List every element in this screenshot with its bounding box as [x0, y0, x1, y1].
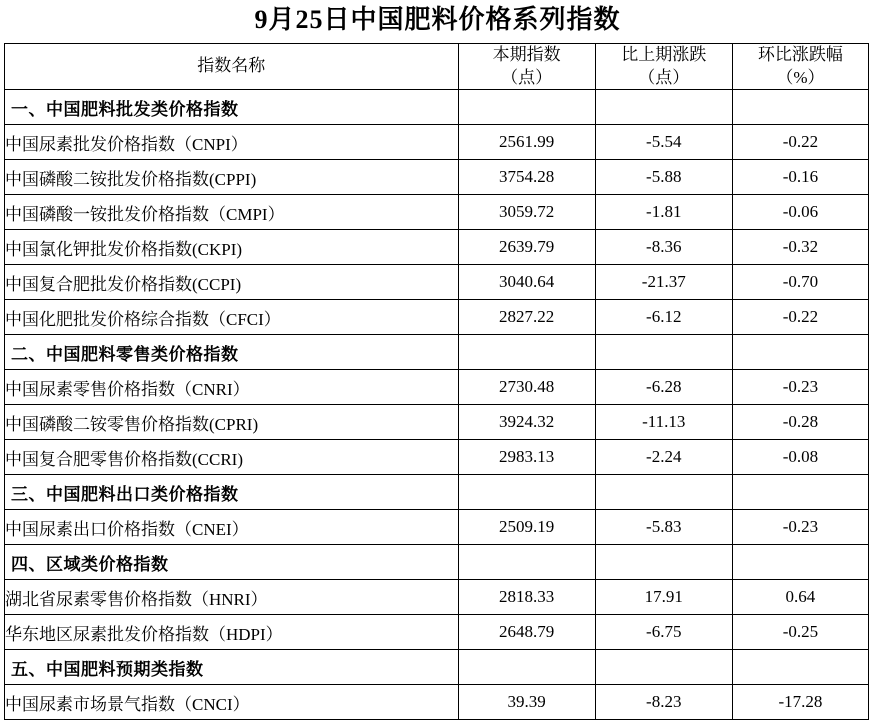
- current-index-value: [458, 475, 595, 510]
- index-name: 湖北省尿素零售价格指数（HNRI）: [5, 580, 459, 615]
- table-header-row: [5, 43, 869, 90]
- change-value: -11.13: [595, 405, 732, 440]
- table-row: [5, 160, 869, 195]
- percent-change-value: -0.23: [732, 510, 868, 545]
- percent-change-value: -0.28: [732, 405, 868, 440]
- index-name: 中国尿素市场景气指数（CNCI）: [5, 685, 459, 720]
- index-name: 中国磷酸一铵批发价格指数（CMPI）: [5, 195, 459, 230]
- index-name: 中国尿素出口价格指数（CNEI）: [5, 510, 459, 545]
- change-value: -21.37: [595, 265, 732, 300]
- section-label: 三、中国肥料出口类价格指数: [5, 475, 459, 510]
- table-row: [5, 265, 869, 300]
- change-value: -1.81: [595, 195, 732, 230]
- current-index-value: 3059.72: [458, 195, 595, 230]
- index-name: 中国复合肥零售价格指数(CCRI): [5, 440, 459, 475]
- percent-change-value: -17.28: [732, 685, 868, 720]
- table-row: [5, 370, 869, 405]
- table-row: [5, 195, 869, 230]
- change-value: -8.36: [595, 230, 732, 265]
- current-index-value: 2827.22: [458, 300, 595, 335]
- column-header-percent-line1: 环比涨跌幅: [757, 44, 843, 64]
- current-index-value: [458, 545, 595, 580]
- table-row: [5, 230, 869, 265]
- change-value: [595, 475, 732, 510]
- current-index-value: 2639.79: [458, 230, 595, 265]
- percent-change-value: -0.06: [732, 195, 868, 230]
- column-header-index-name: [5, 43, 459, 90]
- index-name: 中国化肥批发价格综合指数（CFCI）: [5, 300, 459, 335]
- percent-change-value: -0.22: [732, 300, 868, 335]
- fertilizer-price-index-table: [4, 43, 869, 721]
- index-name: 中国磷酸二铵批发价格指数(CPPI): [5, 160, 459, 195]
- table-row: [5, 125, 869, 160]
- change-value: -5.54: [595, 125, 732, 160]
- percent-change-value: -0.08: [732, 440, 868, 475]
- index-name: 中国氯化钾批发价格指数(CKPI): [5, 230, 459, 265]
- index-name: 华东地区尿素批发价格指数（HDPI）: [5, 615, 459, 650]
- current-index-value: [458, 90, 595, 125]
- percent-change-value: [732, 475, 868, 510]
- change-value: -2.24: [595, 440, 732, 475]
- section-label: 五、中国肥料预期类指数: [5, 650, 459, 685]
- current-index-value: [458, 335, 595, 370]
- current-index-value: 3754.28: [458, 160, 595, 195]
- index-name: 中国尿素批发价格指数（CNPI）: [5, 125, 459, 160]
- column-header-index-name-line1: 指数名称: [197, 56, 266, 76]
- column-header-current-index-line2: （点）: [501, 67, 553, 87]
- change-value: -6.12: [595, 300, 732, 335]
- column-header-current-index-line1: 本期指数: [492, 44, 561, 64]
- current-index-value: 39.39: [458, 685, 595, 720]
- table-row: [5, 580, 869, 615]
- current-index-value: 2730.48: [458, 370, 595, 405]
- column-header-change-line2: （点）: [638, 67, 690, 87]
- table-row: [5, 510, 869, 545]
- change-value: 17.91: [595, 580, 732, 615]
- change-value: [595, 90, 732, 125]
- change-value: -5.83: [595, 510, 732, 545]
- column-header-percent-line2: （%）: [776, 67, 825, 87]
- column-header-percent: [732, 43, 868, 90]
- index-name: 中国尿素零售价格指数（CNRI）: [5, 370, 459, 405]
- change-value: -6.75: [595, 615, 732, 650]
- current-index-value: 3040.64: [458, 265, 595, 300]
- percent-change-value: [732, 545, 868, 580]
- current-index-value: 2648.79: [458, 615, 595, 650]
- table-row: [5, 475, 869, 510]
- change-value: [595, 545, 732, 580]
- percent-change-value: 0.64: [732, 580, 868, 615]
- change-value: -6.28: [595, 370, 732, 405]
- table-row: [5, 300, 869, 335]
- current-index-value: 2983.13: [458, 440, 595, 475]
- column-header-change: [595, 43, 732, 90]
- percent-change-value: [732, 335, 868, 370]
- percent-change-value: -0.23: [732, 370, 868, 405]
- current-index-value: 2561.99: [458, 125, 595, 160]
- current-index-value: 2818.33: [458, 580, 595, 615]
- table-header: [5, 43, 869, 90]
- page-title: 9月25日中国肥料价格系列指数: [254, 5, 621, 34]
- percent-change-value: [732, 90, 868, 125]
- section-label: 四、区域类价格指数: [5, 545, 459, 580]
- section-label: 一、中国肥料批发类价格指数: [5, 90, 459, 125]
- current-index-value: 3924.32: [458, 405, 595, 440]
- percent-change-value: -0.70: [732, 265, 868, 300]
- table-body: [5, 90, 869, 720]
- table-row: [5, 440, 869, 475]
- table-row: [5, 615, 869, 650]
- table-row: [5, 405, 869, 440]
- change-value: [595, 650, 732, 685]
- table-row: [5, 545, 869, 580]
- percent-change-value: -0.22: [732, 125, 868, 160]
- section-label: 二、中国肥料零售类价格指数: [5, 335, 459, 370]
- index-name: 中国磷酸二铵零售价格指数(CPRI): [5, 405, 459, 440]
- table-row: [5, 335, 869, 370]
- table-row: [5, 685, 869, 720]
- table-row: [5, 90, 869, 125]
- change-value: [595, 335, 732, 370]
- table-row: [5, 650, 869, 685]
- percent-change-value: [732, 650, 868, 685]
- column-header-current-index: [458, 43, 595, 90]
- percent-change-value: -0.32: [732, 230, 868, 265]
- current-index-value: 2509.19: [458, 510, 595, 545]
- change-value: -5.88: [595, 160, 732, 195]
- percent-change-value: -0.16: [732, 160, 868, 195]
- column-header-change-line1: 比上期涨跌: [621, 44, 707, 64]
- current-index-value: [458, 650, 595, 685]
- percent-change-value: -0.25: [732, 615, 868, 650]
- change-value: -8.23: [595, 685, 732, 720]
- index-name: 中国复合肥批发价格指数(CCPI): [5, 265, 459, 300]
